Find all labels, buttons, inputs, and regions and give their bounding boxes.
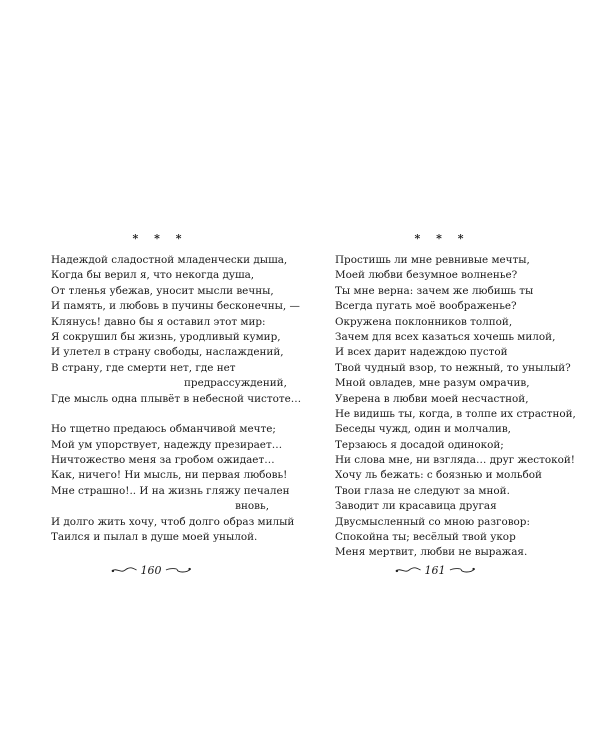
- page-number: 161: [424, 563, 446, 577]
- poem-line: Но тщетно предаюсь обманчивой мечте;: [51, 423, 276, 436]
- poem-line: Таился и пылал в душе моей унылой.: [51, 531, 258, 544]
- section-ornament: * * *: [132, 232, 188, 245]
- poem-line: Когда бы верил я, что некогда душа,: [51, 269, 255, 282]
- flourish-right-icon: [449, 565, 476, 575]
- poem-line: Мой ум упорствует, надежду презирает…: [51, 438, 283, 451]
- flourish-left-icon: [111, 565, 138, 575]
- poem-line: Надеждой сладостной младенчески дыша,: [51, 254, 288, 266]
- poem-line: Зачем для всех казаться хочешь милой,: [335, 330, 556, 343]
- poem-line: Ты мне верна: зачем же любишь ты: [335, 284, 534, 297]
- poem-line: Спокойна ты; весёлый твой укор: [335, 531, 516, 544]
- poem-line-continuation: предрассуждений,: [184, 377, 287, 390]
- poem-line: Простишь ли мне ревнивые мечты,: [335, 254, 530, 266]
- poem-line: Ничтожество меня за гробом ожидает…: [51, 454, 275, 467]
- stanza-break: [51, 407, 281, 422]
- poem-line: Терзаюсь я досадой одинокой;: [335, 438, 504, 451]
- poem-line: Всегда пугать моё воображенье?: [335, 300, 517, 313]
- poem-line: Заводит ли красавица другая: [335, 500, 497, 513]
- poem-line: И всех дарит надеждою пустой: [335, 346, 508, 359]
- poem-line: Мной овладев, мне разум омрачив,: [335, 377, 530, 390]
- poem-line: Уверена в любви моей несчастной,: [335, 392, 529, 405]
- poem-line: Где мысль одна плывёт в небесной чистоте…: [51, 392, 302, 405]
- flourish-right-icon: [165, 565, 192, 575]
- poem-line: И долго жить хочу, чтоб долго образ милый: [51, 515, 295, 528]
- poem-line: Меня мертвит, любви не выражая.: [335, 546, 528, 559]
- poem-line: Я сокрушил бы жизнь, уродливый кумир,: [51, 330, 281, 343]
- page-number-folio: [111, 560, 191, 580]
- poem-line: Двусмысленный со мною разговор:: [335, 515, 530, 528]
- flourish-left-icon: [395, 565, 422, 575]
- poem-line: Не видишь ты, когда, в толпе их страстной,: [335, 407, 576, 420]
- right-page: [300, 0, 600, 750]
- poem-line: Беседы чужд, один и молчалив,: [335, 423, 511, 436]
- poem-line: Хочу ль бежать: с боязнью и мольбой: [335, 469, 542, 482]
- poem-line: Мне страшно!.. И на жизнь гляжу печален: [51, 484, 290, 497]
- section-ornament: * * *: [414, 232, 470, 245]
- poem-line: Как, ничего! Ни мысль, ни первая любовь!: [51, 469, 288, 482]
- poem-line: Ни слова мне, ни взгляда… друг жестокой!: [335, 454, 575, 467]
- poem-text: [51, 253, 302, 545]
- poem-line: Твои глаза не следуют за мной.: [335, 484, 510, 497]
- poem-line: И память, и любовь в пучины бесконечны, —: [51, 300, 300, 313]
- poem-line: И улетел в страну свободы, наслаждений,: [51, 346, 284, 359]
- poem-line: Твой чудный взор, то нежный, то унылый?: [335, 361, 571, 374]
- poem-line: Клянусь! давно бы я оставил этот мир:: [51, 315, 266, 328]
- poem-line: Окружена поклонников толпой,: [335, 315, 513, 328]
- poem-line: В страну, где смерти нет, где нет: [51, 361, 236, 374]
- poem-line-continuation: вновь,: [235, 500, 269, 513]
- page-number-folio: [395, 560, 475, 580]
- poem-line: От тленья убежав, уносит мысли вечны,: [51, 284, 274, 297]
- page-number: 160: [140, 563, 162, 577]
- poem-text: [335, 253, 576, 561]
- poem-line: Моей любви безумное волненье?: [335, 269, 518, 282]
